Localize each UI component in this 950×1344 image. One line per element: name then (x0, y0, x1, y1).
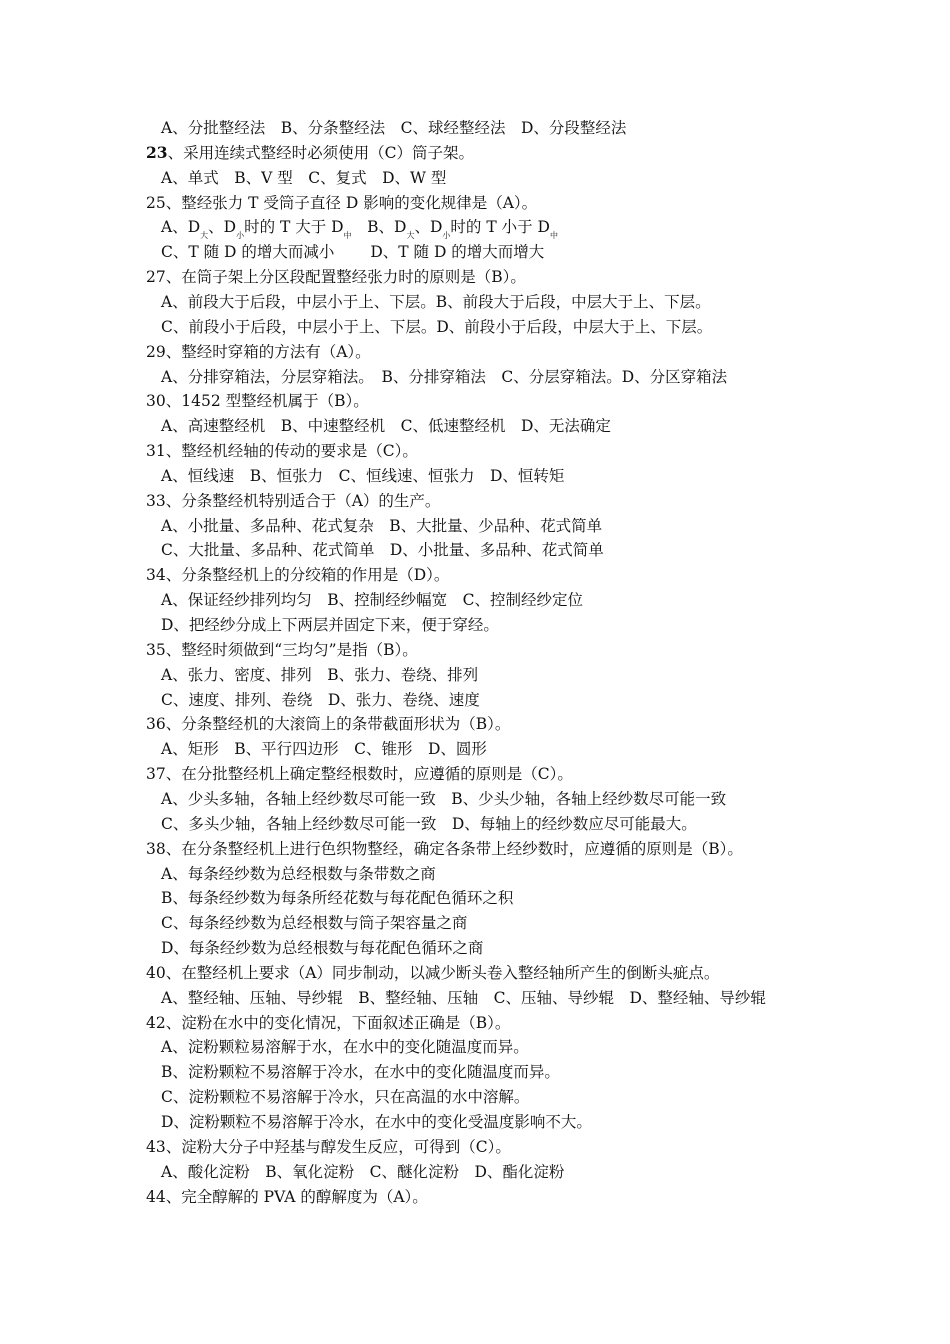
question-number: 29 (146, 342, 166, 361)
option-line (161, 1037, 529, 1057)
option-line (161, 118, 626, 138)
question-number: 40 (146, 963, 166, 982)
question-line (146, 963, 719, 983)
question-number: 44 (146, 1187, 166, 1206)
option-line (161, 814, 697, 834)
question-line (146, 764, 573, 784)
option-line (161, 217, 558, 241)
option-line (161, 1062, 560, 1082)
option-text: D、淀粉颗粒不易溶解于冷水，在水中的变化受温度影响不大。 (161, 1113, 592, 1131)
option-line (161, 1087, 529, 1107)
option-text: A、高速整经机 B、中速整经机 C、低速整经机 D、无法确定 (161, 417, 611, 436)
question-text: 、采用连续式整经时必须使用（C）筒子架。 (167, 143, 474, 162)
option-text: C、T 随 D 的增大而减小 D、T 随 D 的增大而增大 (161, 243, 545, 262)
option-line (161, 516, 602, 536)
question-text: 、1452 型整经机属于（B）。 (165, 392, 369, 411)
question-text: 、在筒子架上分区段配置整经张力时的原则是（B）。 (165, 268, 526, 287)
question-line (146, 342, 371, 362)
question-number: 25 (146, 193, 166, 212)
question-text: 、淀粉大分子中羟基与醇发生反应，可得到（C）。 (165, 1137, 511, 1156)
option-line (161, 938, 483, 958)
option-line (161, 1112, 592, 1132)
question-text: 、整经时须做到“三均匀”是指（B）。 (165, 640, 418, 659)
question-text: 、分条整经机上的分绞箱的作用是（D）。 (165, 566, 450, 585)
option-text: A、$D_大$、$D_小$时的 T 大于 $D_中$ B、$D_大$、$D_小$时的 T 小于 $D_中$ (161, 218, 558, 241)
question-line (146, 193, 537, 213)
question-number: 34 (146, 566, 166, 585)
question-line (146, 267, 526, 287)
option-line (161, 317, 712, 337)
option-line (161, 665, 478, 685)
question-text: 、完全醇解的 PVA 的醇解度为（A）。 (165, 1187, 428, 1206)
option-text: A、前段大于后段，中层小于上、下层。B、前段大于后段，中层大于上、下层。 (161, 292, 711, 311)
question-line (146, 1137, 511, 1157)
option-text: B、每条经纱数为每条所经花数与每花配色循环之积 (161, 889, 514, 908)
question-number: 23 (146, 142, 168, 162)
question-text: 、在分批整经机上确定整经根数时，应遵循的原则是（C）。 (165, 765, 573, 784)
option-line (161, 1162, 564, 1182)
option-line (161, 690, 480, 710)
question-number: 37 (146, 765, 166, 784)
option-line (161, 242, 544, 262)
question-line (146, 1187, 428, 1207)
option-text: A、分批整经法 B、分条整经法 C、球经整经法 D、分段整经法 (161, 119, 627, 137)
question-line (146, 391, 369, 411)
question-line (146, 714, 510, 734)
question-number: 30 (146, 392, 166, 411)
question-number: 27 (146, 268, 166, 287)
option-line (161, 367, 727, 387)
question-number: 42 (146, 1013, 166, 1032)
option-text: C、多头少轴，各轴上经纱数尽可能一致 D、每轴上的经纱数应尽可能最大。 (161, 814, 697, 833)
question-text: 、分条整经机的大滚筒上的条带截面形状为（B）。 (165, 715, 511, 734)
option-text: A、恒线速 B、恒张力 C、恒线速、恒张力 D、恒转矩 (161, 466, 565, 485)
question-line (146, 441, 418, 461)
question-number: 35 (146, 640, 166, 659)
option-text: A、保证经纱排列均匀 B、控制经纱幅宽 C、控制经纱定位 (161, 591, 583, 610)
option-line (161, 739, 487, 759)
option-text: D、把经纱分成上下两层并固定下来，便于穿经。 (161, 616, 499, 634)
option-text: C、大批量、多品种、花式简单 D、小批量、多品种、花式简单 (161, 541, 604, 560)
question-number: 38 (146, 839, 166, 858)
question-line (146, 640, 418, 660)
option-text: A、酸化淀粉 B、氧化淀粉 C、醚化淀粉 D、酯化淀粉 (161, 1162, 565, 1181)
option-line (161, 590, 583, 610)
question-line (146, 491, 440, 511)
question-line (146, 143, 474, 163)
question-number: 31 (146, 442, 166, 461)
option-line (161, 864, 436, 884)
option-line (161, 789, 726, 809)
option-text: C、淀粉颗粒不易溶解于冷水，只在高温的水中溶解。 (161, 1088, 530, 1107)
option-text: A、分排穿箱法，分层穿箱法。 B、分排穿箱法 C、分层穿箱法。D、分区穿箱法 (161, 367, 728, 386)
option-line (161, 466, 564, 486)
question-number: 36 (146, 715, 166, 734)
question-text: 、整经机经轴的传动的要求是（C）。 (165, 442, 418, 461)
question-text: 、在分条整经机上进行色织物整经，确定各条带上经纱数时，应遵循的原则是（B）。 (165, 839, 743, 858)
option-text: A、淀粉颗粒易溶解于水，在水中的变化随温度而异。 (161, 1038, 529, 1057)
question-line (146, 1013, 510, 1033)
question-number: 33 (146, 491, 166, 510)
option-text: A、每条经纱数为总经根数与条带数之商 (161, 864, 436, 883)
option-text: A、张力、密度、排列 B、张力、卷绕、排列 (161, 665, 479, 684)
option-text: A、整经轴、压轴、导纱辊 B、整经轴、压轴 C、压轴、导纱辊 D、整经轴、导纱辊 (161, 988, 766, 1007)
option-line (161, 888, 513, 908)
option-line (161, 416, 611, 436)
option-line (161, 540, 604, 560)
question-line (146, 839, 743, 859)
option-line (161, 988, 766, 1008)
option-text: C、每条经纱数为总经根数与筒子架容量之商 (161, 914, 468, 933)
option-text: A、单式 B、V 型 C、复式 D、W 型 (161, 168, 447, 187)
question-text: 、分条整经机特别适合于（A）的生产。 (165, 491, 441, 510)
option-text: A、少头多轴，各轴上经纱数尽可能一致 B、少头少轴，各轴上经纱数尽可能一致 (161, 789, 727, 808)
option-text: B、淀粉颗粒不易溶解于冷水，在水中的变化随温度而异。 (161, 1063, 560, 1082)
option-text: C、速度、排列、卷绕 D、张力、卷绕、速度 (161, 690, 480, 709)
question-text: 、整经张力 T 受筒子直径 D 影响的变化规律是（A）。 (165, 193, 538, 212)
option-text: D、每条经纱数为总经根数与每花配色循环之商 (161, 939, 484, 958)
option-line (161, 913, 467, 933)
option-text: C、前段小于后段，中层小于上、下层。D、前段小于后段，中层大于上、下层。 (161, 317, 713, 336)
question-number: 43 (146, 1137, 166, 1156)
question-text: 、整经时穿箱的方法有（A）。 (165, 342, 371, 361)
option-text: A、小批量、多品种、花式复杂 B、大批量、少品种、花式简单 (161, 516, 603, 535)
option-line (161, 292, 711, 312)
question-line (146, 565, 449, 585)
option-line (161, 168, 446, 188)
question-text: 、淀粉在水中的变化情况，下面叙述正确是（B）。 (165, 1013, 511, 1032)
question-text: 、在整经机上要求（A）同步制动，以减少断头卷入整经轴所产生的倒断头疵点。 (165, 963, 720, 982)
option-line (161, 615, 499, 635)
option-text: A、矩形 B、平行四边形 C、锥形 D、圆形 (161, 740, 487, 759)
